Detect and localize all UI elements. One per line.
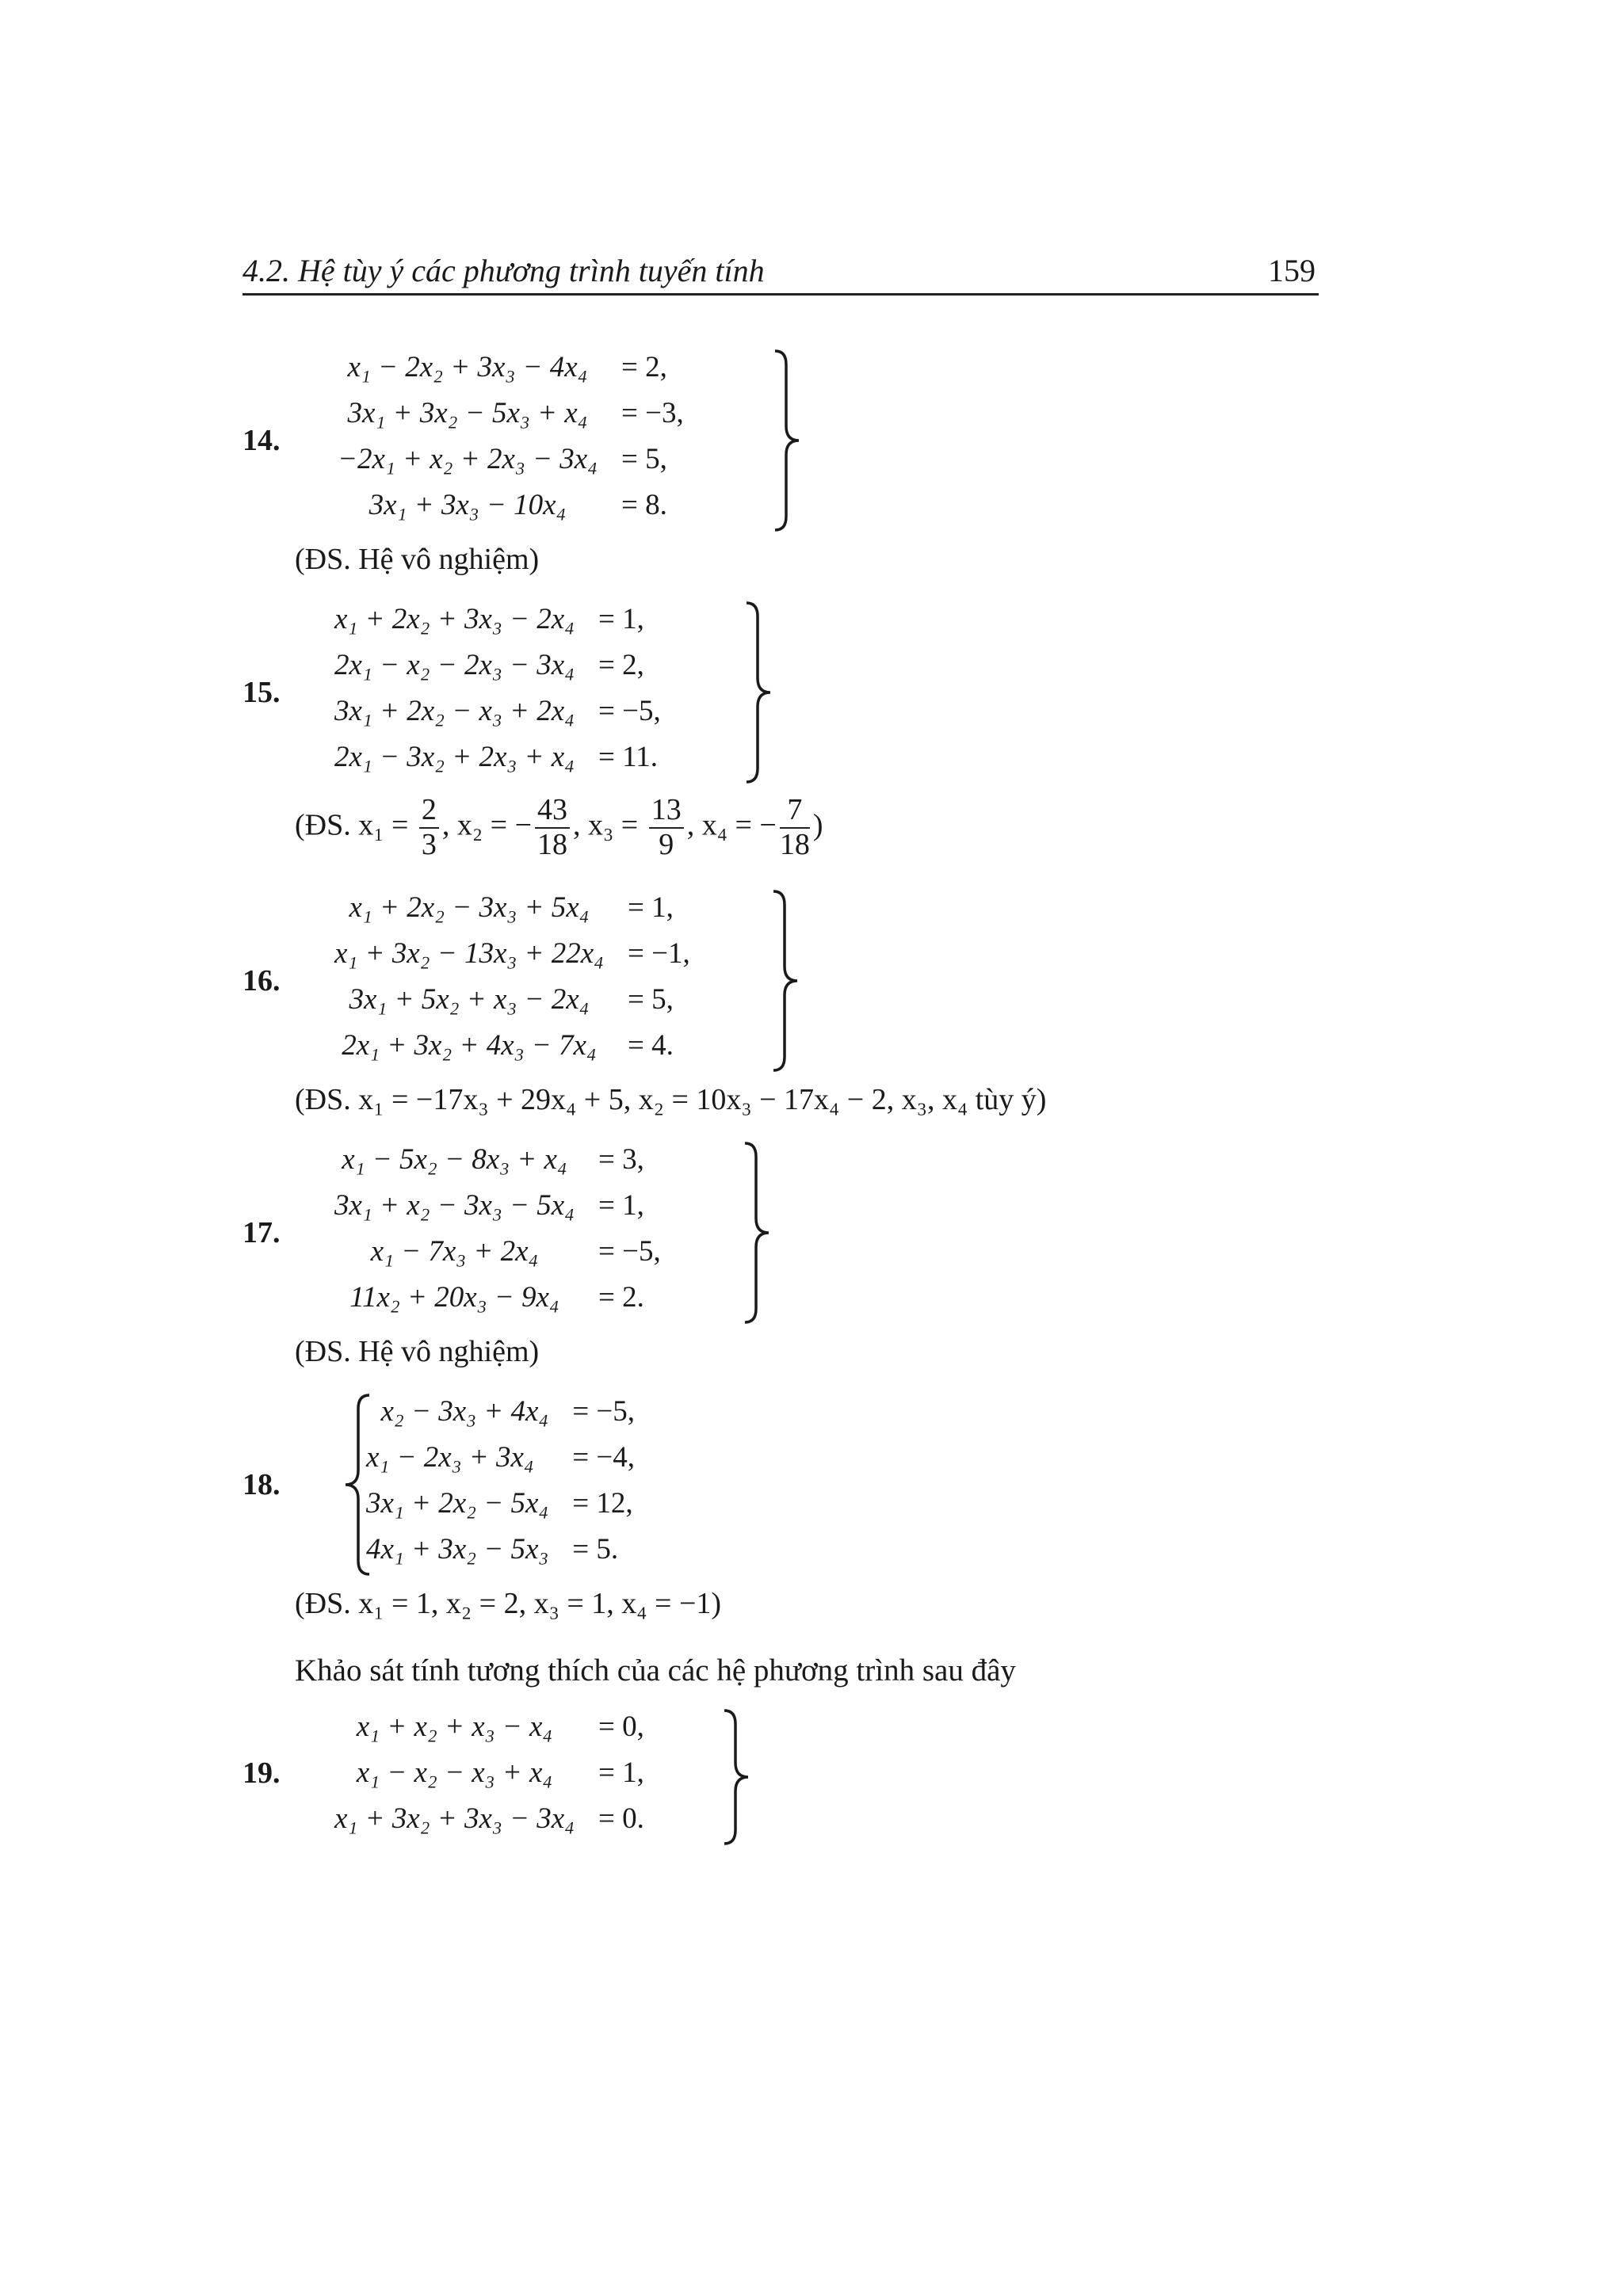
equation-lhs: 3x₁ + 2x₂ − 5x₄ (366, 1486, 549, 1520)
right-brace (721, 1708, 753, 1846)
right-brace (770, 889, 802, 1073)
equation-row (334, 1022, 690, 1068)
section-title: 4.2. Hệ tùy ý các phương trình tuyến tính (242, 253, 765, 288)
equation-row (334, 1274, 661, 1320)
fraction (419, 794, 439, 862)
equation-row (338, 482, 684, 528)
equation-lhs: x₁ − x₂ − x₃ + x₄ (356, 1756, 553, 1789)
equation-rhs: = 2, (621, 350, 667, 383)
equation-row (366, 1388, 635, 1434)
equation-rhs: = −5, (598, 694, 661, 727)
equation-row (334, 734, 661, 780)
equation-row (334, 1182, 661, 1228)
right-brace (772, 349, 804, 532)
equation-row (334, 688, 661, 734)
equation-lhs: 11x₂ + 20x₃ − 9x₄ (349, 1280, 559, 1314)
equation-row (334, 1795, 644, 1841)
right-brace (742, 1141, 773, 1325)
problem-number: 17. (242, 1216, 281, 1249)
equation-rhs: = 2. (598, 1280, 644, 1314)
equation-rhs: = −5, (572, 1394, 636, 1428)
answer (295, 794, 823, 862)
numerator: 13 (649, 794, 684, 829)
answer-text: , x₃ = (573, 808, 646, 842)
equation-rhs: = 2, (598, 648, 644, 681)
equation-row (338, 390, 684, 436)
answer-text: ) (812, 808, 823, 842)
equation-system (334, 1703, 644, 1841)
equation-lhs: 4x₁ + 3x₂ − 5x₃ (366, 1532, 549, 1566)
equation-lhs: 2x₁ − x₂ − 2x₃ − 3x₄ (334, 648, 575, 681)
equation-row (334, 930, 690, 976)
answer: (ĐS. x₁ = 1, x₂ = 2, x₃ = 1, x₄ = −1) (295, 1587, 722, 1620)
answer: (ĐS. Hệ vô nghiệm) (295, 543, 540, 576)
equation-rhs: = 3, (598, 1142, 644, 1176)
problem-number: 18. (242, 1468, 281, 1501)
equation-lhs: 2x₁ − 3x₂ + 2x₃ + x₄ (334, 740, 575, 773)
equation-lhs: x₁ + 3x₂ − 13x₃ + 22x₄ (334, 936, 605, 970)
equation-lhs: 2x₁ + 3x₂ + 4x₃ − 7x₄ (342, 1028, 597, 1062)
running-header (242, 252, 1319, 296)
equation-row (334, 1136, 661, 1182)
equation-row (366, 1480, 635, 1526)
answer-text: , x₂ = − (441, 808, 533, 842)
numerator: 43 (535, 794, 570, 829)
equation-system (334, 884, 690, 1068)
problem-number: 19. (242, 1756, 281, 1790)
equation-row (334, 596, 661, 642)
equation-row (334, 976, 690, 1022)
problem-number: 15. (242, 676, 281, 709)
equation-row (334, 1703, 644, 1749)
equation-rhs: = 1, (598, 1188, 644, 1222)
equation-lhs: 3x₁ + 3x₃ − 10x₄ (369, 488, 567, 521)
denominator: 18 (537, 827, 568, 861)
equation-rhs: = −4, (572, 1440, 636, 1474)
fraction (780, 794, 810, 862)
instruction-text: Khảo sát tính tương thích của các hệ phương trình sau đây (295, 1653, 1016, 1688)
equation-lhs: x₂ − 3x₃ + 4x₄ (380, 1394, 549, 1428)
equation-lhs: x₁ − 2x₂ + 3x₃ − 4x₄ (347, 350, 588, 383)
equation-lhs: x₁ − 5x₂ − 8x₃ + x₄ (342, 1142, 567, 1176)
denominator: 9 (659, 827, 674, 861)
page-number: 159 (1268, 253, 1316, 288)
equation-lhs: x₁ + 2x₂ + 3x₃ − 2x₄ (334, 602, 575, 635)
equation-row (366, 1526, 635, 1572)
equation-system (338, 344, 684, 528)
equation-rhs: = 1, (598, 602, 644, 635)
equation-rhs: = −1, (628, 936, 690, 970)
numerator: 7 (780, 794, 810, 829)
equation-lhs: 3x₁ + 5x₂ + x₃ − 2x₄ (349, 982, 590, 1016)
answer: (ĐS. x₁ = −17x₃ + 29x₄ + 5, x₂ = 10x₃ − 17x₄ − 2, x₃, x₄ tùy ý) (295, 1083, 1047, 1116)
equation-lhs: 3x₁ + x₂ − 3x₃ − 5x₄ (334, 1188, 575, 1222)
equation-lhs: 3x₁ + 2x₂ − x₃ + 2x₄ (334, 694, 575, 727)
equation-lhs: x₁ − 2x₃ + 3x₄ (366, 1440, 534, 1474)
equation-rhs: = −5, (598, 1234, 661, 1268)
equation-system (334, 1136, 661, 1320)
equation-rhs: = 5, (628, 982, 674, 1016)
equation-row (338, 436, 684, 482)
equation-lhs: −2x₁ + x₂ + 2x₃ − 3x₄ (338, 442, 598, 475)
equation-row (338, 344, 684, 390)
denominator: 3 (421, 827, 437, 861)
answer-text: , x₄ = − (686, 808, 777, 842)
equation-rhs: = 8. (621, 488, 667, 521)
denominator: 18 (779, 827, 810, 861)
equation-row (334, 1228, 661, 1274)
equation-rhs: = 1, (598, 1756, 644, 1789)
equation-lhs: x₁ + 3x₂ + 3x₃ − 3x₄ (334, 1802, 575, 1835)
equation-rhs: = 5. (572, 1532, 619, 1566)
equation-row (334, 642, 661, 688)
equation-lhs: 3x₁ + 3x₂ − 5x₃ + x₄ (347, 396, 588, 429)
equation-row (366, 1434, 635, 1480)
equation-rhs: = 11. (598, 740, 659, 773)
equation-system (334, 596, 661, 780)
equation-rhs: = 0. (598, 1802, 644, 1835)
fraction (535, 794, 570, 862)
fraction (649, 794, 684, 862)
equation-rhs: = 4. (628, 1028, 674, 1062)
right-brace (743, 601, 775, 784)
equation-system (366, 1388, 635, 1572)
equation-lhs: x₁ + x₂ + x₃ − x₄ (356, 1710, 553, 1743)
equation-rhs: = −3, (621, 396, 684, 429)
equation-lhs: x₁ − 7x₃ + 2x₄ (370, 1234, 539, 1268)
equation-row (334, 884, 690, 930)
problem-number: 16. (242, 964, 281, 997)
answer: (ĐS. Hệ vô nghiệm) (295, 1335, 540, 1368)
equation-rhs: = 5, (621, 442, 667, 475)
numerator: 2 (419, 794, 439, 829)
answer-text: (ĐS. x₁ = (295, 808, 416, 842)
equation-rhs: = 0, (598, 1710, 644, 1743)
equation-row (334, 1749, 644, 1795)
problem-number: 14. (242, 424, 281, 457)
equation-lhs: x₁ + 2x₂ − 3x₃ + 5x₄ (349, 891, 590, 924)
equation-rhs: = 12, (572, 1486, 633, 1520)
equation-rhs: = 1, (628, 891, 674, 924)
